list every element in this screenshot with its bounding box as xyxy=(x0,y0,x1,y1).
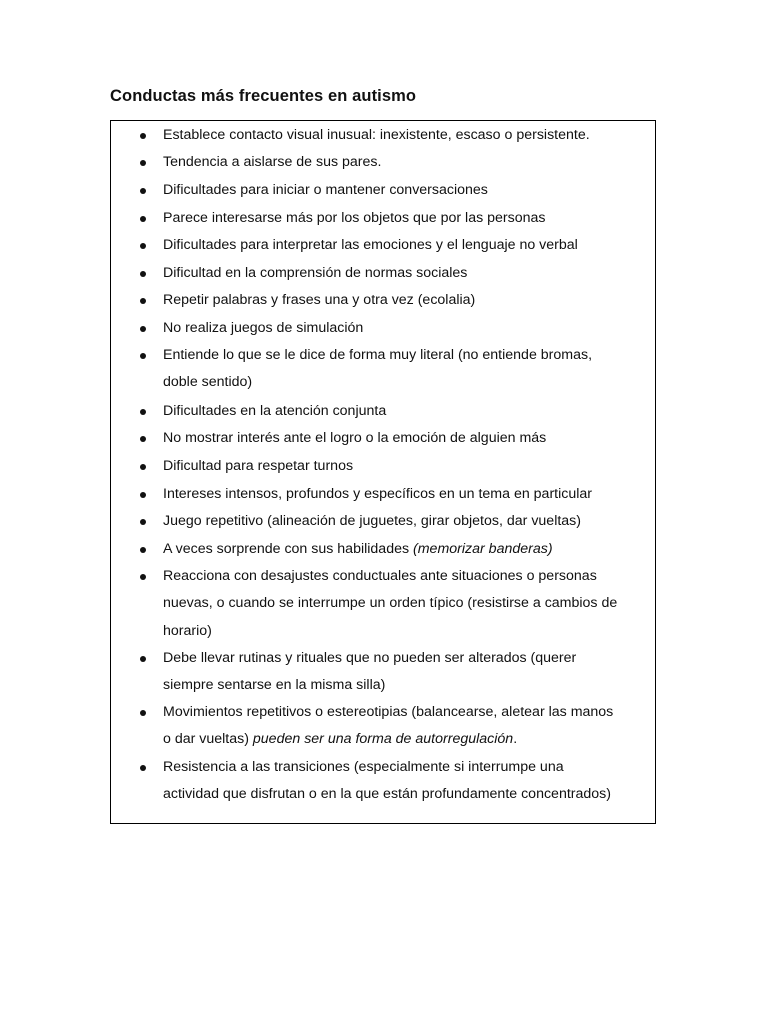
bullet-icon xyxy=(140,436,146,442)
list-item-text: Entiende lo que se le dice de forma muy literal (no entiende bromas, xyxy=(163,347,593,363)
list-item-text: siempre sentarse en la misma silla) xyxy=(163,677,386,694)
bullet-icon xyxy=(140,243,146,249)
list-item-line xyxy=(163,425,645,452)
list-item-text: Dificultades para iniciar o mantener conversaciones xyxy=(163,182,488,198)
list-item-line xyxy=(163,726,645,753)
bullet-icon xyxy=(140,326,146,332)
bullet-icon xyxy=(140,710,146,716)
list-item xyxy=(111,453,655,480)
list-item-line xyxy=(163,122,645,149)
list-item-line xyxy=(163,232,645,259)
list-item xyxy=(111,315,655,342)
list-item xyxy=(111,508,655,535)
list-item-line xyxy=(163,369,645,396)
list-item-text: actividad que disfrutan o en la que están profundamente concentrados) xyxy=(163,786,611,803)
list-item xyxy=(111,645,655,700)
list-item-line xyxy=(163,287,645,314)
bullet-icon xyxy=(140,271,146,277)
bullet-icon xyxy=(140,656,146,662)
list-item xyxy=(111,205,655,232)
list-item-text: A veces sorprende con sus habilidades xyxy=(163,541,414,557)
list-item-text: Dificultad para respetar turnos xyxy=(163,458,354,474)
bullet-icon xyxy=(140,574,146,580)
list-item-text: Intereses intensos, profundos y específicos en un tema en particular xyxy=(163,486,593,502)
list-item-text: Juego repetitivo (alineación de juguetes, girar objetos, dar vueltas) xyxy=(163,513,581,529)
list-item-text: horario) xyxy=(163,622,212,639)
bullet-icon xyxy=(140,519,146,525)
list-item-line xyxy=(163,672,645,699)
bullet-icon xyxy=(140,216,146,222)
list-item-line xyxy=(163,149,645,176)
list-item-text: Repetir palabras y frases una y otra vez (ecolalia) xyxy=(163,292,476,308)
list-item-text: Resistencia a las transiciones (especialmente si interrumpe una xyxy=(163,759,564,775)
list-item-line xyxy=(163,563,645,590)
list-item-emphasis: pueden ser una forma de autorregulación xyxy=(252,731,514,748)
list-item-line xyxy=(163,781,645,808)
bullet-icon xyxy=(140,160,146,166)
list-item-text: doble sentido) xyxy=(163,374,253,391)
behaviors-box xyxy=(110,120,656,824)
bullet-icon xyxy=(140,298,146,304)
list-item-text: Tendencia a aislarse de sus pares. xyxy=(163,154,382,170)
list-item xyxy=(111,425,655,452)
list-item xyxy=(111,563,655,645)
list-item xyxy=(111,122,655,149)
bullet-icon xyxy=(140,492,146,498)
page-title: Conductas más frecuentes en autismo xyxy=(110,87,417,105)
list-item-text: Dificultades para interpretar las emociones y el lenguaje no verbal xyxy=(163,237,578,253)
bullet-icon xyxy=(140,133,146,139)
list-item-text: o dar vueltas) xyxy=(163,731,253,748)
list-item-line xyxy=(163,754,645,781)
list-item-suffix: . xyxy=(513,731,518,748)
list-item-text: No realiza juegos de simulación xyxy=(163,320,364,336)
bullet-icon xyxy=(140,464,146,470)
list-item xyxy=(111,398,655,425)
list-item xyxy=(111,754,655,809)
list-item-line xyxy=(163,508,645,535)
list-item-text: Dificultad en la comprensión de normas sociales xyxy=(163,265,468,281)
bullet-icon xyxy=(140,409,146,415)
list-item-emphasis: (memorizar banderas) xyxy=(413,541,553,557)
list-item xyxy=(111,260,655,287)
list-item-text: nuevas, o cuando se interrumpe un orden típico (resistirse a cambios de xyxy=(163,595,618,612)
bullet-icon xyxy=(140,765,146,771)
list-item-line xyxy=(163,177,645,204)
bullet-icon xyxy=(140,188,146,194)
list-item-line xyxy=(163,618,645,645)
list-item-line xyxy=(163,645,645,672)
list-item-text: Reacciona con desajustes conductuales ante situaciones o personas xyxy=(163,568,597,584)
list-item-text: Dificultades en la atención conjunta xyxy=(163,403,387,419)
list-item-text: Movimientos repetitivos o estereotipias (balancearse, aletear las manos xyxy=(163,704,614,720)
list-item-line xyxy=(163,315,645,342)
list-item-line xyxy=(163,342,645,369)
list-item-line xyxy=(163,398,645,425)
list-item xyxy=(111,149,655,176)
bullet-icon xyxy=(140,353,146,359)
list-item-line xyxy=(163,699,645,726)
list-item-line xyxy=(163,453,645,480)
list-item xyxy=(111,287,655,314)
list-item xyxy=(111,177,655,204)
list-item-text: No mostrar interés ante el logro o la emoción de alguien más xyxy=(163,430,547,446)
list-item-line xyxy=(163,590,645,617)
list-item xyxy=(111,232,655,259)
bullet-icon xyxy=(140,547,146,553)
list-item-line xyxy=(163,260,645,287)
list-item-text: Parece interesarse más por los objetos que por las personas xyxy=(163,210,546,226)
list-item xyxy=(111,536,655,563)
list-item xyxy=(111,342,655,397)
list-item xyxy=(111,699,655,754)
list-item-line xyxy=(163,205,645,232)
list-item-line xyxy=(163,481,645,508)
list-item-text: Debe llevar rutinas y rituales que no pueden ser alterados (querer xyxy=(163,650,577,666)
list-item xyxy=(111,481,655,508)
list-item-text: Establece contacto visual inusual: inexistente, escaso o persistente. xyxy=(163,127,590,143)
list-item-line xyxy=(163,536,645,563)
